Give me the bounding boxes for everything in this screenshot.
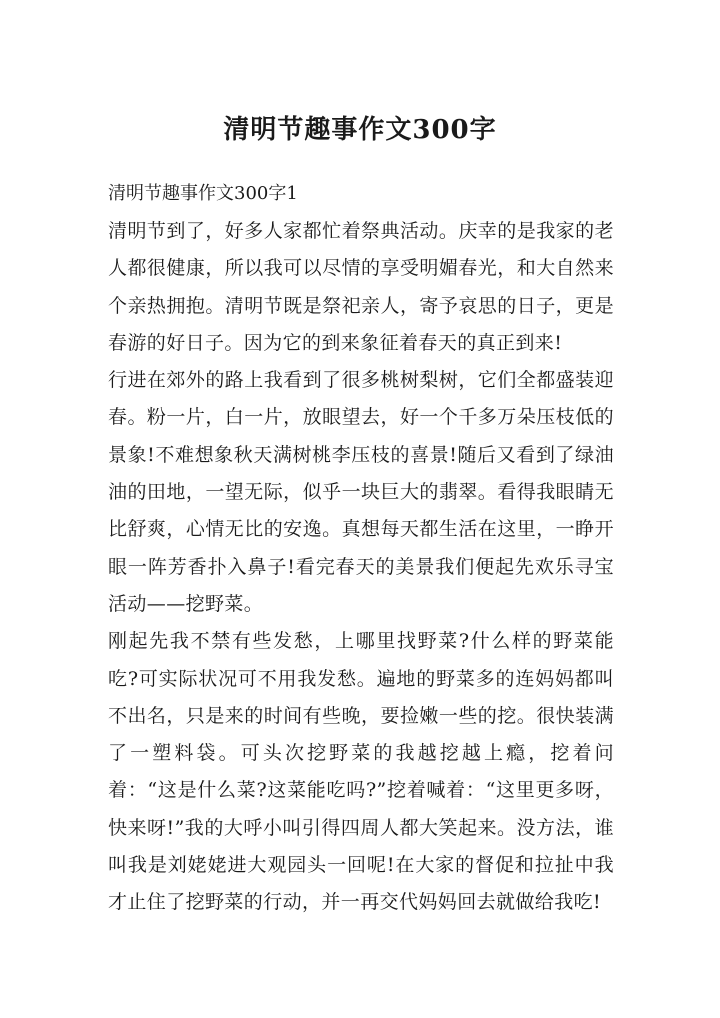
paragraph-1: 清明节到了，好多人家都忙着祭典活动。庆幸的是我家的老人都很健康，所以我可以尽情的享受明媚春光，和大自然来个亲热拥抱。清明节既是祭祀亲人，寄予哀思的日子，更是春游的好日子。因为它的到来象征着春天的真正到来! [108,220,614,354]
section-heading: 清明节趣事作文300字1 [108,183,298,204]
document-title: 清明节趣事作文300字 [223,115,497,145]
paragraph-2: 行进在郊外的路上我看到了很多桃树梨树，它们全都盛装迎春。粉一片，白一片，放眼望去，好一个千多万朵压枝低的景象!不难想象秋天满树桃李压枝的喜景!随后又看到了绿油油的田地，一望无际，似乎一块巨大的翡翠。看得我眼睛无比舒爽，心情无比的安逸。真想每天都生活在这里，一睁开眼一阵芳香扑入鼻子!看完春天的美景我们便起先欢乐寻宝活动——挖野菜。 [108,369,614,615]
paragraph-3: 刚起先我不禁有些发愁，上哪里找野菜?什么样的野菜能吃?可实际状况可不用我发愁。遍地的野菜多的连妈妈都叫不出名，只是来的时间有些晚，要捡嫩一些的挖。很快装满了一塑料袋。可头次挖野菜的我越挖越上瘾，挖着问着：“这是什么菜?这菜能吃吗?”挖着喊着：“这里更多呀，快来呀!”我的大呼小叫引得四周人都大笑起来。没方法，谁叫我是刘姥姥进大观园头一回呢!在大家的督促和拉扯中我才止住了挖野菜的行动，并一再交代妈妈回去就做给我吃! [108,630,614,914]
document-body [108,175,614,922]
